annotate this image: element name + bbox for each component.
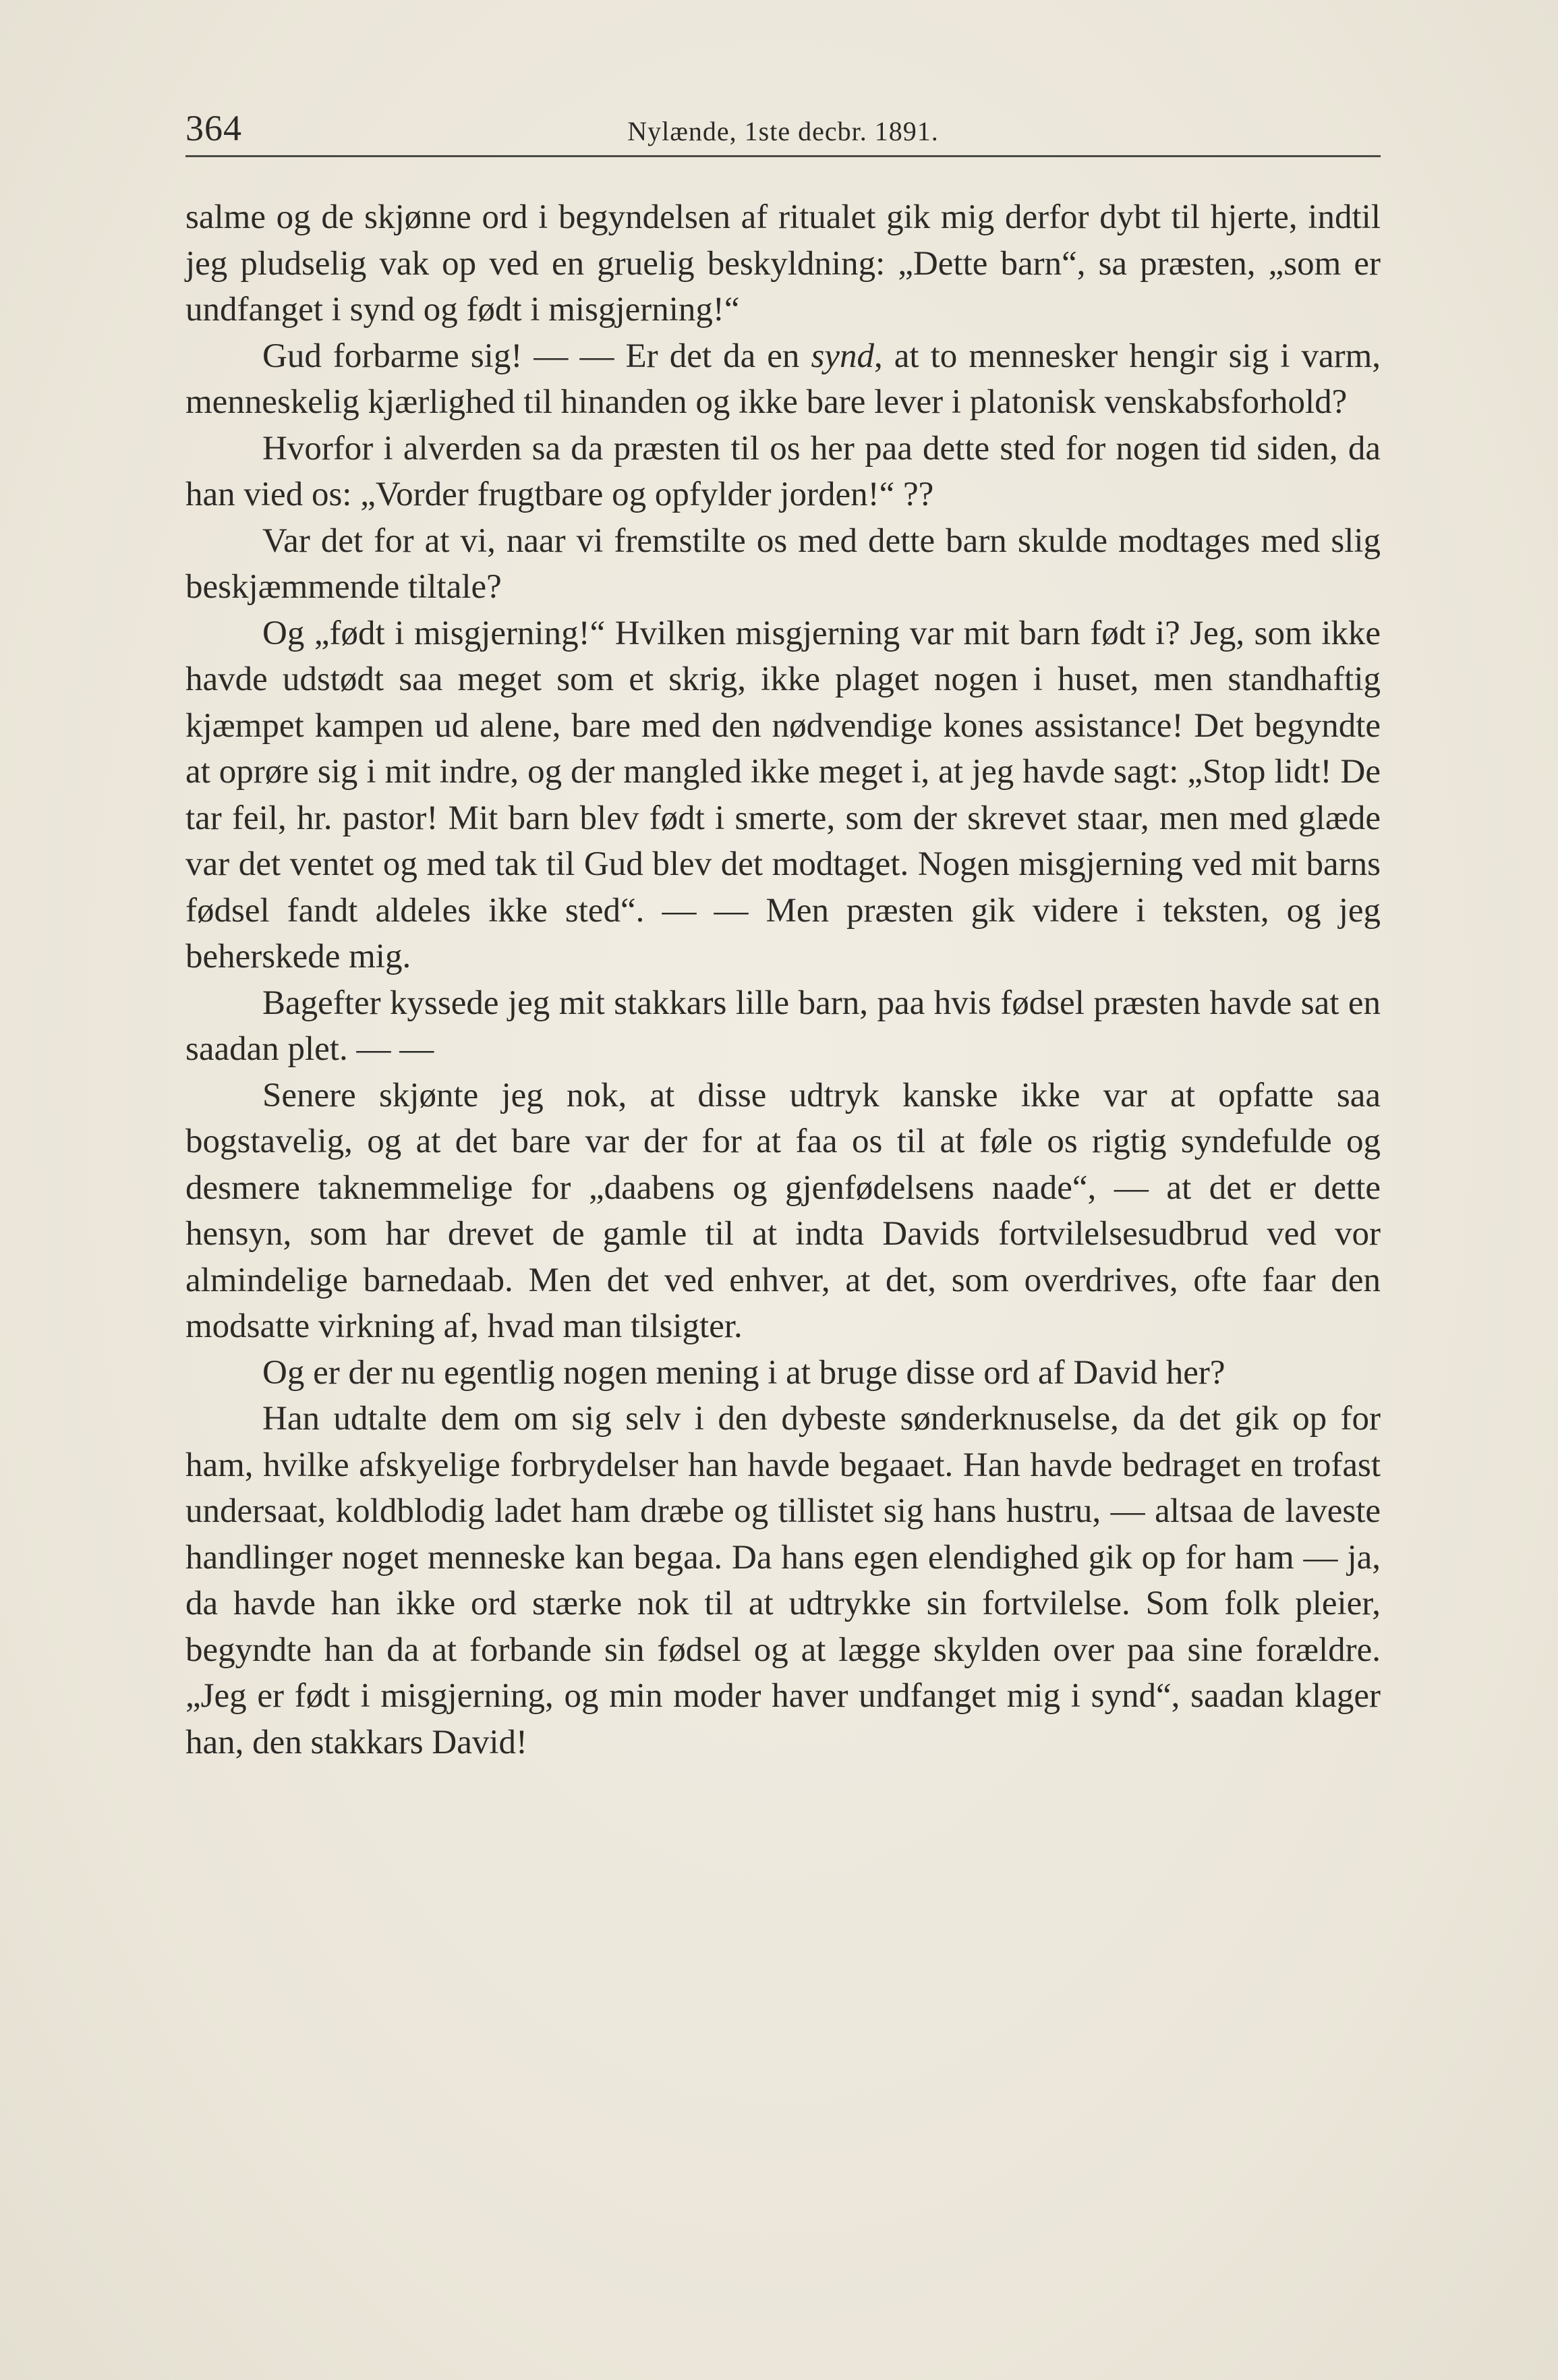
paragraph-3 bbox=[185, 426, 1381, 518]
paragraph-6 bbox=[185, 980, 1381, 1073]
page-header bbox=[185, 101, 1381, 157]
paragraph-2 bbox=[185, 333, 1381, 426]
paragraph-2-text-end: , at to mennesker hengir sig i varm, menneskelig kjærlighed til hinanden og ikke bare lever i platonisk venskabsforhold? bbox=[185, 337, 1381, 421]
body-text bbox=[185, 194, 1381, 1765]
paragraph-8-text: Og er der nu egentlig nogen mening i at bruge disse ord af David her? bbox=[262, 1353, 1225, 1392]
paragraph-3-text: Hvorfor i alverden sa da præsten til os her paa dette sted for nogen tid siden, da han vied os: „Vorder frugtbare og opfylder jorden!“ ?? bbox=[185, 429, 1381, 513]
paragraph-6-text: Bagefter kyssede jeg mit stakkars lille barn, paa hvis fødsel præsten havde sat en saadan plet. — — bbox=[185, 984, 1381, 1068]
paragraph-9 bbox=[185, 1396, 1381, 1765]
emphasized-word: synd bbox=[811, 337, 874, 375]
running-title: Nylænde, 1ste decbr. 1891. bbox=[627, 116, 939, 146]
paragraph-7-text: Senere skjønte jeg nok, at disse udtryk kanske ikke var at opfatte saa bogstavelig, og at det bare var der for at faa os til at føle os rigtig syndefulde og desmere taknemmelige for „daabens og gjenfødelsens naade“, — at det er dette hensyn, som har drevet de gamle til at indta Davids fortvilelsesudbrud ved vor almindelige barnedaab. Men det ved enhver, at det, som overdrives, ofte faar den modsatte virkning af, hvad man tilsigter. bbox=[185, 1076, 1381, 1345]
page-number: 364 bbox=[185, 108, 242, 148]
paragraph-7 bbox=[185, 1073, 1381, 1350]
paragraph-2-text-start: Gud forbarme sig! — — Er det da en bbox=[262, 337, 811, 375]
paragraph-1-text: salme og de skjønne ord i begyndelsen af ritualet gik mig derfor dybt til hjerte, indtil jeg pludselig vak op ved en gruelig beskyldning: „Dette barn“, sa præsten, „som er undfanget i synd og født i misgjerning!“ bbox=[185, 198, 1381, 329]
paragraph-4 bbox=[185, 518, 1381, 611]
paragraph-5 bbox=[185, 611, 1381, 980]
paragraph-8 bbox=[185, 1350, 1381, 1396]
paragraph-4-text: Var det for at vi, naar vi fremstilte os med dette barn skulde modtages med slig beskjæmmende tiltale? bbox=[185, 521, 1381, 606]
paragraph-5-text: Og „født i misgjerning!“ Hvilken misgjerning var mit barn født i? Jeg, som ikke havde udstødt saa meget som et skrig, ikke plaget nogen i huset, men standhaftig kjæmpet kampen ud alene, bare med den nødvendige kones assistance! Det begyndte at oprøre sig i mit indre, og der mangled ikke meget i, at jeg havde sagt: „Stop lidt! De tar feil, hr. pastor! Mit barn blev født i smerte, som der skrevet staar, men med glæde var det ventet og med tak til Gud blev det modtaget. Nogen misgjerning ved mit barns fødsel fandt aldeles ikke sted“. — — Men præsten gik videre i teksten, og jeg beherskede mig. bbox=[185, 614, 1381, 975]
paragraph-1 bbox=[185, 194, 1381, 333]
paragraph-9-text: Han udtalte dem om sig selv i den dybeste sønderknuselse, da det gik op for ham, hvilke afskyelige forbrydelser han havde begaaet. Han havde bedraget en trofast undersaat, koldblodig ladet ham dræbe og tillistet sig hans hustru, — altsaa de laveste handlinger noget menneske kan begaa. Da hans egen elendighed gik op for ham — ja, da havde han ikke ord stærke nok til at udtrykke sin fortvilelse. Som folk pleier, begyndte han da at forbande sin fødsel og at lægge skylden over paa sine forældre. „Jeg er født i misgjerning, og min moder haver undfanget mig i synd“, saadan klager han, den stakkars David! bbox=[185, 1400, 1381, 1761]
